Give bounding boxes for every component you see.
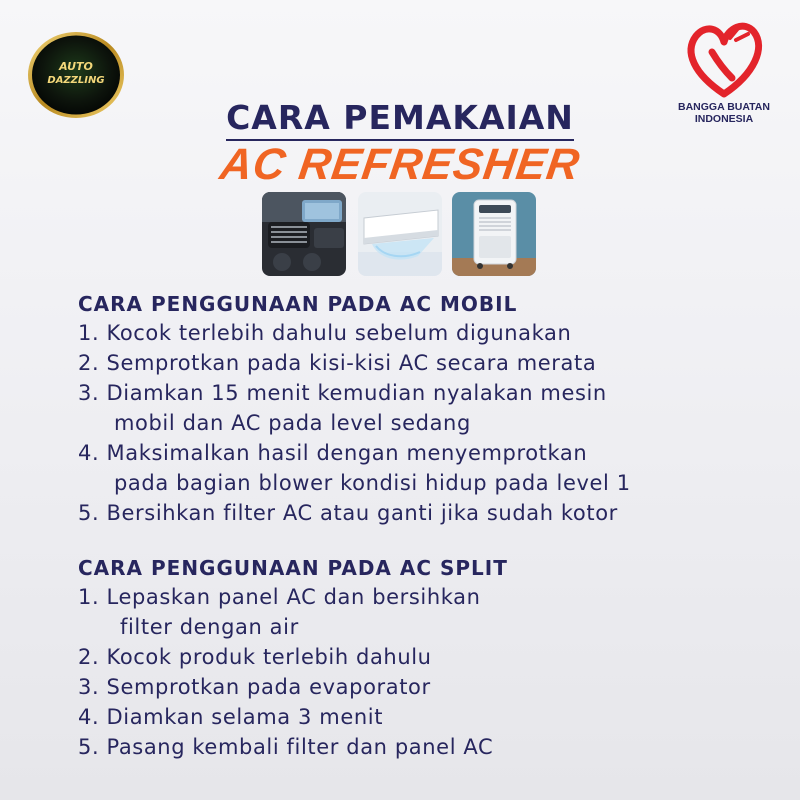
section-heading: CARA PENGGUNAAN PADA AC SPLIT <box>78 556 508 580</box>
list-item-text: 1. Kocok terlebih dahulu sebelum digunakan <box>78 321 572 345</box>
page-title <box>0 98 800 141</box>
list-item <box>78 732 778 762</box>
logo-text-auto: AUTO <box>59 60 93 73</box>
list-item-text: 1. Lepaskan panel AC dan bersihkan <box>78 585 481 609</box>
split-ac-icon <box>358 192 442 276</box>
list-item-text: 4. Diamkan selama 3 menit <box>78 705 384 729</box>
logo-text-dazzling: DAZZLING <box>47 75 105 86</box>
list-item <box>78 642 778 672</box>
list-item-continuation: filter dengan air <box>120 615 299 639</box>
section-ac-mobil <box>78 290 778 528</box>
list-item-text: 3. Semprotkan pada evaporator <box>78 675 431 699</box>
list-item <box>78 702 778 732</box>
section-heading: CARA PENGGUNAAN PADA AC MOBIL <box>78 292 518 316</box>
list-item <box>78 438 778 498</box>
list-item <box>78 582 778 642</box>
list-item <box>78 318 778 348</box>
list-item-continuation: pada bagian blower kondisi hidup pada level 1 <box>114 471 631 495</box>
list-item-text: 2. Semprotkan pada kisi-kisi AC secara merata <box>78 351 597 375</box>
portable-ac-photo <box>452 192 536 276</box>
badge-line2: INDONESIA <box>694 113 754 125</box>
list-item <box>78 378 778 438</box>
page-title-text: CARA PEMAKAIAN <box>226 98 574 141</box>
car-ac-vent-photo <box>262 192 346 276</box>
section-ac-split <box>78 554 778 762</box>
list-item-continuation: mobil dan AC pada level sedang <box>114 411 471 435</box>
list-item <box>78 672 778 702</box>
list-item-text: 4. Maksimalkan hasil dengan menyemprotkan <box>78 441 588 465</box>
list-item-text: 3. Diamkan 15 menit kemudian nyalakan mesin <box>78 381 607 405</box>
car-ac-vent-icon <box>262 192 346 276</box>
list-item-text: 5. Bersihkan filter AC atau ganti jika sudah kotor <box>78 501 618 525</box>
list-item-text: 2. Kocok produk terlebih dahulu <box>78 645 432 669</box>
split-ac-photo <box>358 192 442 276</box>
product-name: AC REFRESHER <box>217 140 584 189</box>
list-item-text: 5. Pasang kembali filter dan panel AC <box>78 735 494 759</box>
heart-icon <box>691 26 759 94</box>
list-item <box>78 498 778 528</box>
badge-line1: BANGGA BUATAN <box>678 101 770 113</box>
portable-ac-icon <box>452 192 536 276</box>
list-item <box>78 348 778 378</box>
